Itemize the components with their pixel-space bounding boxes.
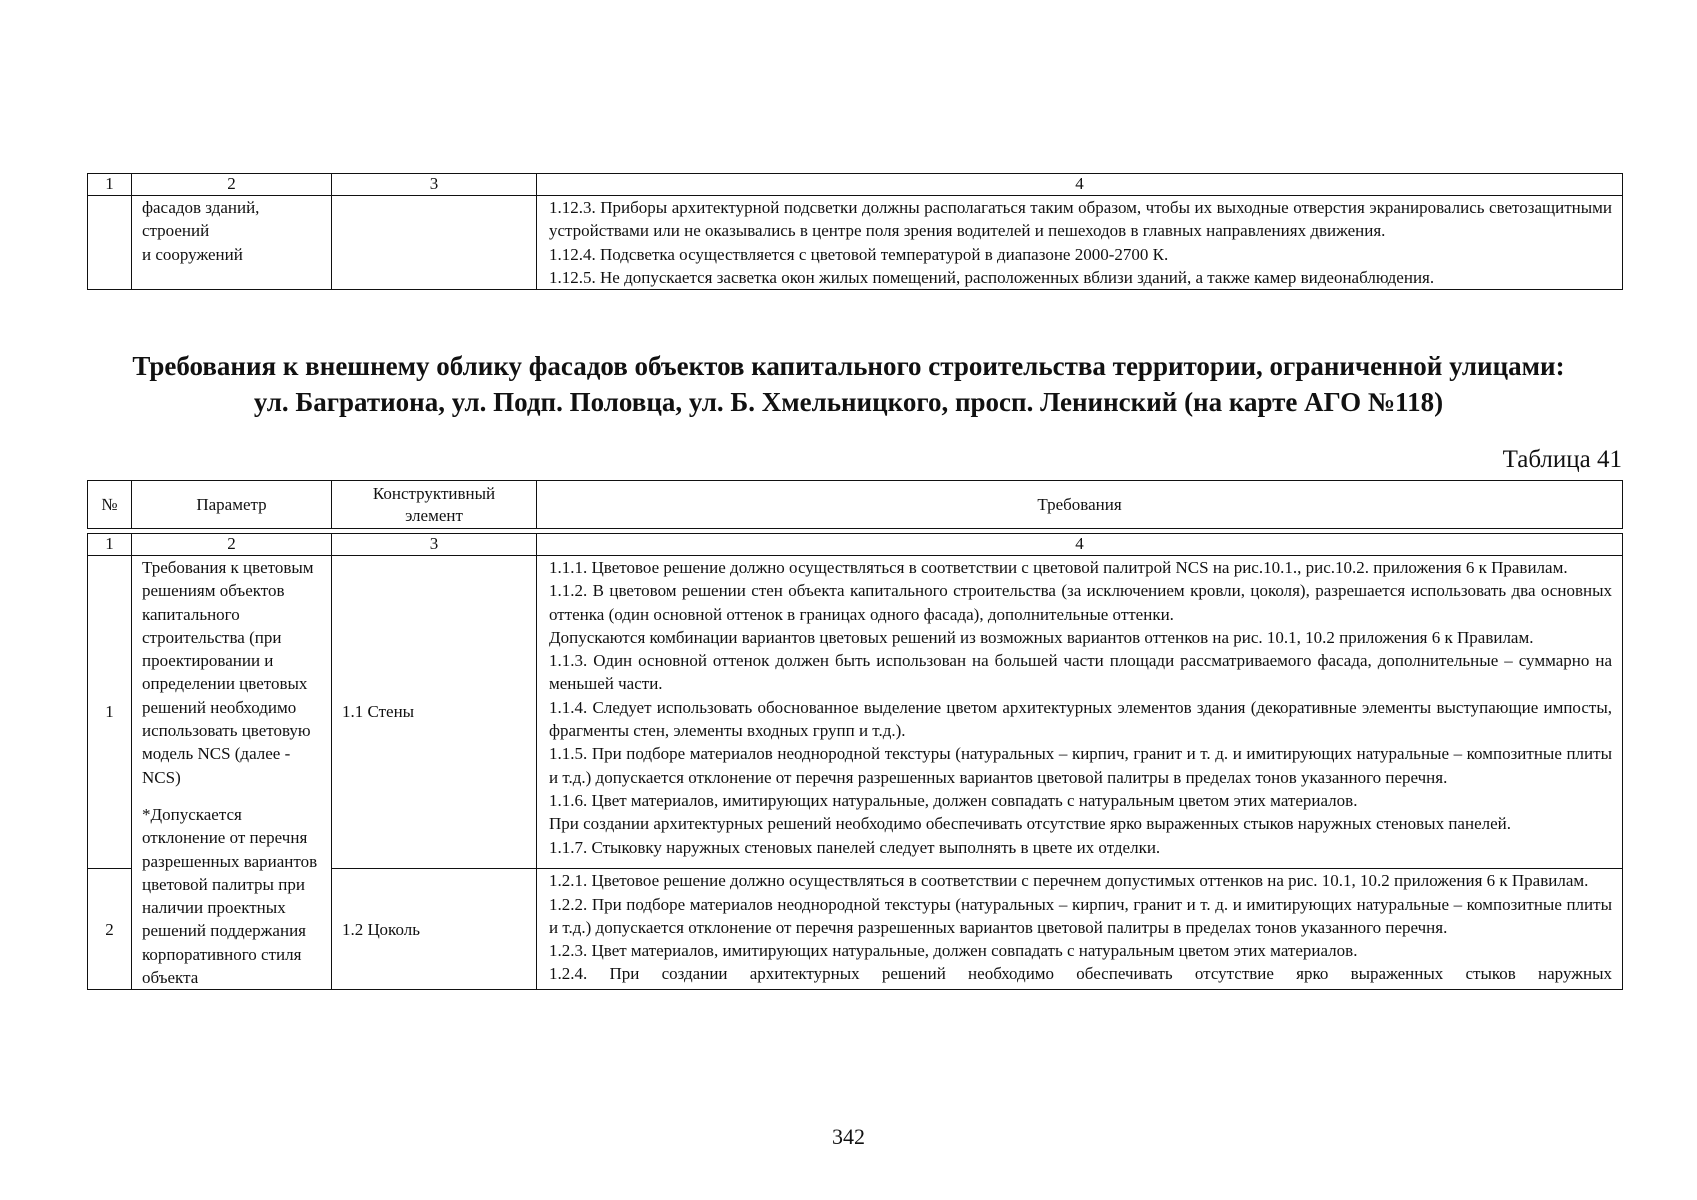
element-cell <box>332 196 537 290</box>
parameter-text: Требования к цветовым решениям объектов капитального строительства (при проектировании и определении цветовых решений необходимо использовать цветовую модель NCS (далее - NCS) <box>142 558 314 787</box>
column-number: 4 <box>537 534 1623 556</box>
column-number: 1 <box>88 174 132 196</box>
parameter-note: *Допускается отклонение от перечня разрешенных вариантов цветовой палитры при наличии проектных решений поддержания корпоративного стиля объекта <box>142 804 318 988</box>
requirement-item: При создании архитектурных решений необходимо обеспечивать отсутствие ярко выраженных стыков наружных стеновых панелей. <box>549 814 1511 834</box>
parameter-cell <box>132 556 332 990</box>
table-row <box>88 196 1623 290</box>
section-title-line: ул. Багратиона, ул. Подп. Половца, ул. Б. Хмельницкого, просп. Ленинский (на карте АГО №118) <box>253 387 1444 417</box>
header-parameter: Параметр <box>132 481 332 529</box>
requirement-item: 1.1.5. При подборе материалов неоднородной текстуры (натуральных – кирпич, гранит и т. д. и имитирующих натуральные – композитные плиты и т.д.) допускается отклонение от перечня разрешенных вариантов цветовой палитры в пределах тонов указанного перечня. <box>549 744 1612 787</box>
requirements-cell <box>537 869 1623 990</box>
column-number-row <box>88 534 1623 556</box>
requirement-item: Допускаются комбинации вариантов цветовых решений из возможных вариантов оттенков на рис. 10.1, 10.2 приложения 6 к Правилам. <box>549 627 1534 647</box>
requirement-item: 1.1.7. Стыковку наружных стеновых панелей следует выполнять в цвете их отделки. <box>549 837 1161 857</box>
header-number: № <box>88 481 132 529</box>
requirement-item: 1.2.2. При подборе материалов неоднородной текстуры (натуральных – кирпич, гранит и т. д. и имитирующих натуральные – композитные плиты и т.д.) допускается отклонение от перечня разрешенных вариантов цветовой палитры в пределах тонов указанного перечня. <box>549 894 1612 937</box>
column-number: 1 <box>88 534 132 556</box>
element-cell: 1.1 Стены <box>332 556 537 869</box>
column-number: 4 <box>537 174 1623 196</box>
requirement-item: 1.1.1. Цветовое решение должно осуществляться в соответствии с цветовой палитрой NCS на рис.10.1., рис.10.2. приложения 6 к Правилам. <box>549 558 1568 577</box>
requirement-item: 1.2.4. При создании архитектурных решений необходимо обеспечивать отсутствие ярко выраженных стыков наружных <box>549 964 1612 984</box>
requirement-item: 1.12.4. Подсветка осуществляется с цветовой температурой в диапазоне 2000-2700 К. <box>549 244 1169 264</box>
section-title <box>0 348 1697 420</box>
column-number: 3 <box>332 534 537 556</box>
requirement-item: 1.1.6. Цвет материалов, имитирующих натуральные, должен совпадать с натуральным цветом этих материалов. <box>549 790 1358 810</box>
table-label: Таблица 41 <box>1502 446 1622 473</box>
parameter-line: и сооружений <box>142 244 243 264</box>
requirement-item: 1.12.5. Не допускается засветка окон жилых помещений, расположенных вблизи зданий, а также камер видеонаблюдения. <box>549 267 1435 287</box>
requirement-item: 1.1.2. В цветовом решении стен объекта капитального строительства (за исключением кровли, цоколя), разрешается использовать два основных оттенка (один основной оттенок в границах одного фасада), дополнительные оттенки. <box>549 581 1612 624</box>
page-number: 342 <box>832 1124 865 1149</box>
table-row <box>88 556 1623 869</box>
parameter-cell <box>132 196 332 290</box>
section-title-line: Требования к внешнему облику фасадов объектов капитального строительства территории, ограниченной улицами: <box>132 351 1565 381</box>
element-cell: 1.2 Цоколь <box>332 869 537 990</box>
column-number: 2 <box>132 534 332 556</box>
requirement-item: 1.12.3. Приборы архитектурной подсветки должны располагаться таким образом, чтобы их выходные отверстия экранировались светозащитными устройствами или не оказывались в центре поля зрения водителей и пешеходов в главных направлениях движения. <box>549 198 1612 241</box>
table-header-row <box>88 481 1623 529</box>
row-number-cell <box>88 196 132 290</box>
column-number: 2 <box>132 174 332 196</box>
requirement-item: 1.1.3. Один основной оттенок должен быть использован на большей части площади рассматриваемого фасада, дополнительные – суммарно на меньшей части. <box>549 651 1612 694</box>
requirements-cell <box>537 196 1623 290</box>
header-element: Конструктивный элемент <box>332 481 537 529</box>
continuation-table <box>87 173 1623 290</box>
requirements-table <box>87 480 1623 990</box>
parameter-line: строений <box>142 221 210 241</box>
header-requirements: Требования <box>537 481 1623 529</box>
parameter-line: фасадов зданий, <box>142 198 260 217</box>
column-number: 3 <box>332 174 537 196</box>
requirement-item: 1.2.1. Цветовое решение должно осуществляться в соответствии с перечнем допустимых оттенков на рис. 10.1, 10.2 приложения 6 к Правилам. <box>549 871 1589 891</box>
requirements-cell <box>537 556 1623 869</box>
row-number: 1 <box>88 556 132 869</box>
requirement-item: 1.1.4. Следует использовать обоснованное выделение цветом архитектурных элементов здания (декоративные элементы выступающие импосты, фрагменты стен, элементы входных групп и т.д.). <box>549 697 1612 741</box>
requirement-item: 1.2.3. Цвет материалов, имитирующих натуральные, должен совпадать с натуральным цветом этих материалов. <box>549 941 1358 961</box>
column-number-row <box>88 174 1623 196</box>
row-number: 2 <box>88 869 132 990</box>
